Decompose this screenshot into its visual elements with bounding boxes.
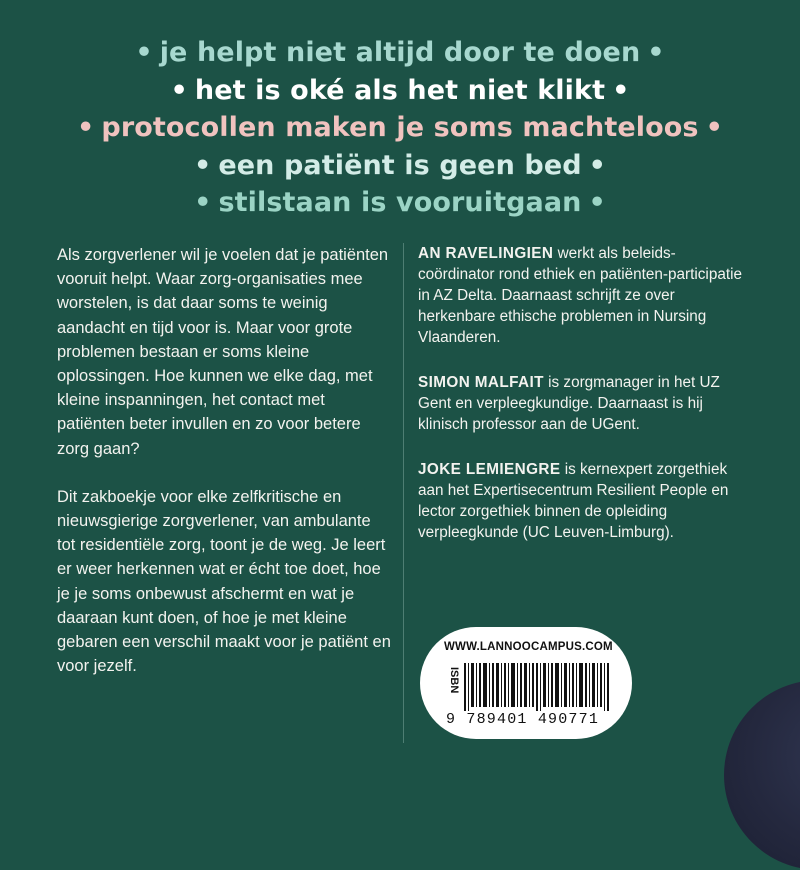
- author-bio-text: werkt als beleids-coördinator rond ethiek en patiënten-participatie in AZ Delta. Daarnaast schrijft ze over herkenbare ethische problemen in Nursing Vlaanderen.: [418, 245, 742, 346]
- decorative-circle: [724, 680, 800, 870]
- author-bio-malfait: [418, 372, 748, 435]
- publisher-url: WWW.LANNOOCAMPUS.COM: [444, 641, 613, 653]
- author-bio-text: is kernexpert zorgethiek aan het Expertisecentrum Resilient People en lector zorgethiek binnen de opleiding verpleegkunde (UC Leuven-Limburg).: [418, 461, 729, 541]
- barcode-icon: [464, 663, 612, 711]
- barcode-panel: [420, 627, 632, 739]
- column-divider: [403, 243, 404, 743]
- author-bio-ravelingien: [418, 243, 748, 348]
- author-name: SIMON MALFAIT: [418, 374, 544, 391]
- isbn-number: 9 789401 490771: [446, 711, 600, 728]
- slogan-5: • stilstaan is vooruitgaan •: [194, 187, 606, 218]
- author-name: JOKE LEMIENGRE: [418, 461, 561, 478]
- slogan-4: • een patiënt is geen bed •: [193, 149, 607, 181]
- author-name: AN RAVELINGIEN: [418, 245, 554, 262]
- author-bio-lemiengre: [418, 459, 748, 543]
- isbn-label: ISBN: [448, 667, 460, 694]
- slogan-2: • het is oké als het niet klikt •: [170, 74, 630, 106]
- blurb-column: [57, 243, 392, 702]
- slogan-3: • protocollen maken je soms machteloos •: [77, 112, 723, 143]
- blurb-paragraph-2: Dit zakboekje voor elke zelfkritische en nieuwsgierige zorgverlener, van ambulante tot residentiële zorg, toont je de weg. Je leert er weer herkennen wat er écht toe doet, hoe je je soms onbewust afschermt en wat je daaraan kunt doen, of hoe je met kleine gebaren een verschil maakt voor je patiënt en voor jezelf.: [57, 487, 391, 676]
- author-bios: [418, 243, 748, 567]
- slogan-1: • je helpt niet altijd door te doen •: [135, 37, 665, 68]
- author-bio-text: is zorgmanager in het UZ Gent en verpleegkundige. Daarnaast is hij klinisch professor aan de UGent.: [418, 374, 720, 433]
- blurb-paragraph-1: Als zorgverlener wil je voelen dat je patiënten vooruit helpt. Waar zorg-organisaties mee worstelen, is dat daar soms te weinig aandacht en tijd voor is. Maar voor grote problemen bestaan er soms kleine oplossingen. Hoe kunnen we elke dag, met kleine inspanningen, het contact met patiënten beter invullen en zo voor betere zorg gaan?: [57, 246, 389, 458]
- slogan-list: [0, 34, 800, 222]
